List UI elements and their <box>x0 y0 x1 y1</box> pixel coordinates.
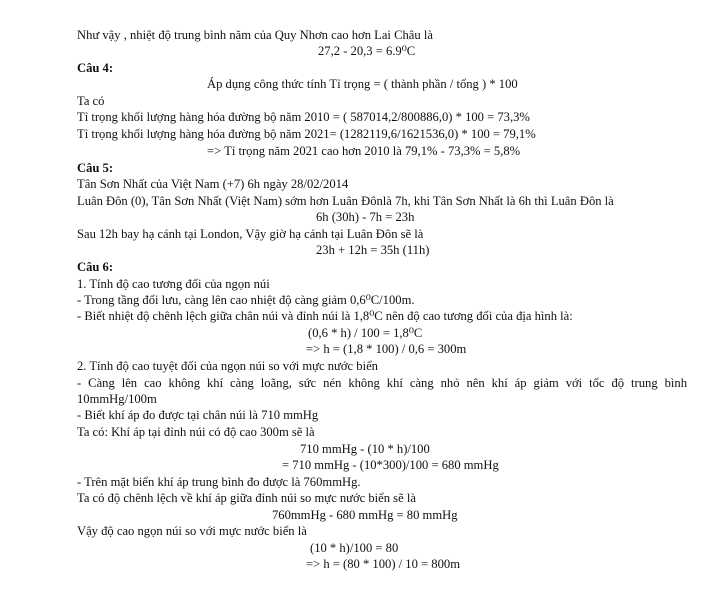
question-heading: Câu 5: <box>77 161 114 175</box>
question-heading: Câu 4: <box>77 61 114 75</box>
equation-line: 23h + 12h = 35h (11h) <box>316 243 430 257</box>
text-line: Ta có <box>77 94 105 108</box>
text-line: Luân Đôn (0), Tân Sơn Nhất (Việt Nam) sớm hơn Luân Đônlà 7h, khi Tân Sơn Nhất là 6h thì Luân Đôn là <box>77 194 614 208</box>
equation-line: (0,6 * h) / 100 = 1,8⁰C <box>308 326 423 340</box>
text-line: Vậy độ cao ngọn núi so với mực nước biển là <box>77 524 307 538</box>
text-line: - Trong tầng đối lưu, càng lên cao nhiệt độ càng giảm 0,6⁰C/100m. <box>77 293 415 307</box>
text-line: 10mmHg/100m <box>77 392 157 406</box>
equation-line: => h = (80 * 100) / 10 = 800m <box>306 557 460 571</box>
text-line: Tân Sơn Nhất của Việt Nam (+7) 6h ngày 28/02/2014 <box>77 177 349 191</box>
text-line: Tỉ trọng khối lượng hàng hóa đường bộ năm 2010 = ( 587014,2/800886,0) * 100 = 73,3% <box>77 110 530 124</box>
equation-line: (10 * h)/100 = 80 <box>310 541 399 555</box>
text-line: Sau 12h bay hạ cánh tại London, Vậy giờ hạ cánh tại Luân Đôn sẽ là <box>77 227 424 241</box>
text-line: 1. Tính độ cao tương đối của ngọn núi <box>77 277 270 291</box>
text-line: Ta có độ chênh lệch về khí áp giữa đỉnh núi so mực nước biển sẽ là <box>77 491 416 505</box>
equation-line: 760mmHg - 680 mmHg = 80 mmHg <box>272 508 458 522</box>
text-line: - Càng lên cao không khí càng loãng, sức nén không khí càng nhỏ nên khí áp giảm với tốc độ trung bình <box>77 376 687 390</box>
text-line: - Biết khí áp đo được tại chân núi là 710 mmHg <box>77 408 319 422</box>
text-line: Như vậy , nhiệt độ trung bình năm của Quy Nhơn cao hơn Lai Châu là <box>77 28 433 42</box>
equation-line: 6h (30h) - 7h = 23h <box>316 210 415 224</box>
question-heading: Câu 6: <box>77 260 114 274</box>
text-line: 2. Tính độ cao tuyệt đối của ngọn núi so với mực nước biển <box>77 359 378 373</box>
result-line: => Tỉ trọng năm 2021 cao hơn 2010 là 79,1% - 73,3% = 5,8% <box>207 144 521 158</box>
text-line: - Biết nhiệt độ chênh lệch giữa chân núi và đỉnh núi là 1,8⁰C nên độ cao tương đối của địa hình là: <box>77 309 573 323</box>
text-line: Ta có: Khí áp tại đỉnh núi có độ cao 300m sẽ là <box>77 425 315 439</box>
formula-line: Áp dụng công thức tính Tỉ trọng = ( thành phần / tổng ) * 100 <box>207 77 518 91</box>
equation-line: 710 mmHg - (10 * h)/100 <box>300 442 430 456</box>
equation-line: = 710 mmHg - (10*300)/100 = 680 mmHg <box>282 458 499 472</box>
text-line: Tỉ trọng khối lượng hàng hóa đường bộ năm 2021= (1282119,6/1621536,0) * 100 = 79,1% <box>77 127 536 141</box>
equation-line: 27,2 - 20,3 = 6.9⁰C <box>318 44 416 58</box>
equation-line: => h = (1,8 * 100) / 0,6 = 300m <box>306 342 467 356</box>
text-line: - Trên mặt biển khí áp trung bình đo được là 760mmHg. <box>77 475 361 489</box>
